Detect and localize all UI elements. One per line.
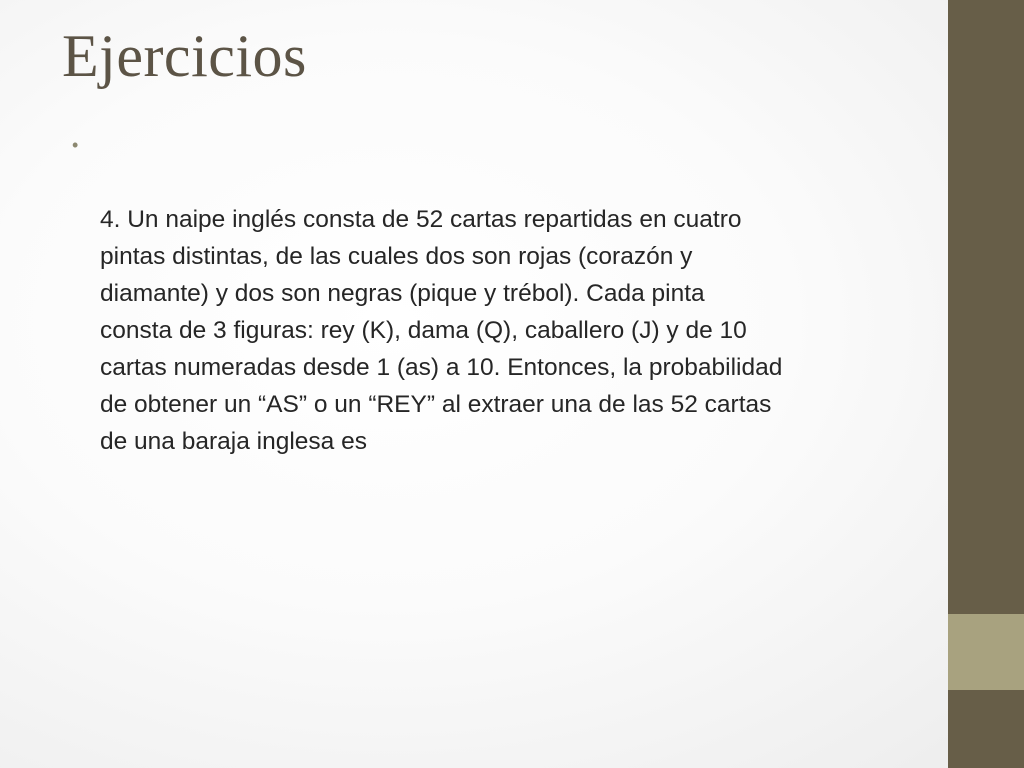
bullet-item [70,127,870,460]
bullet-list [70,127,870,460]
slide-title: Ejercicios [62,23,307,89]
exercise-text: 4. Un naipe inglés consta de 52 cartas repartidas en cuatro pintas distintas, de las cuales dos son rojas (corazón y diamante) y dos son negras (pique y trébol). Cada pinta consta de 3 figuras: rey (K), dama (Q), caballero (J) y de 10 cartas numeradas desde 1 (as) a 10. Entonces, la probabilidad de obtener un “AS” o un “REY” al extraer una de las 52 cartas de una baraja inglesa es [100,206,783,455]
bullet-marker-icon: • [72,135,79,155]
decorative-side-bar-accent [948,614,1024,690]
